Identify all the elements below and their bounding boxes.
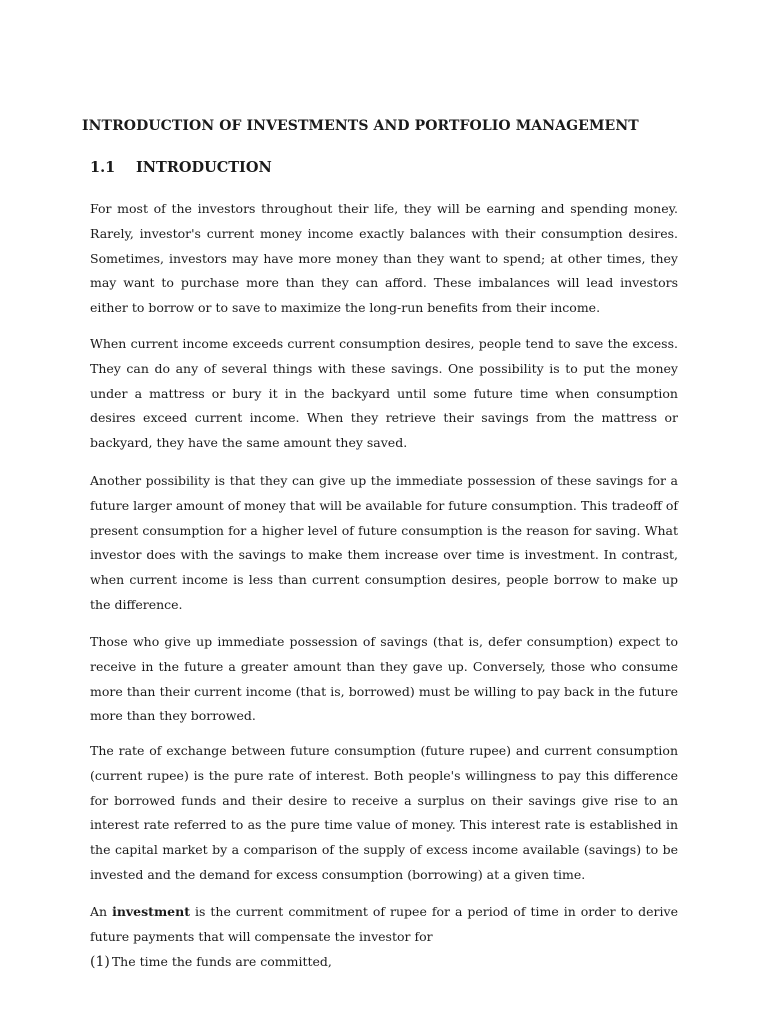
paragraph-1: For most of the investors throughout their life, they will be earning and spending money. Rarely, investor's current money income exactly balances with their consumption desires. Sometimes, investors may have more money than they want to spend; at other times, they may want to purchase more than they can afford. These imbalances will lead investors either to borrow or to save to maximize the long-run benefits from their income. (90, 201, 678, 316)
paragraph-2: When current income exceeds current consumption desires, people tend to save the excess. They can do any of several things with these savings. One possibility is to put the money under a mattress or bury it in the backyard until some future time when consumption desires exceed current income. When they retrieve their savings from the mattress or backyard, they have the same amount they saved. (90, 336, 678, 451)
list-item-text: The time the funds are committed, (111, 954, 332, 969)
section-title: INTRODUCTION (136, 159, 272, 176)
paragraph-3: Another possibility is that they can give up the immediate possession of these savings for a future larger amount of money that will be available for future consumption. This tradeoff of present consumption for a higher level of future consumption is the reason for saving. What investor does with the savings to make them increase over time is investment. In contrast, when current income is less than current consumption desires, people borrow to make up the difference. (90, 473, 678, 612)
document-title: INTRODUCTION OF INVESTMENTS AND PORTFOLIO MANAGEMENT (82, 118, 639, 134)
section-number: 1.1 (90, 159, 116, 176)
definition-lead: An (90, 904, 108, 919)
paragraph-4: Those who give up immediate possession of savings (that is, defer consumption) expect to receive in the future a greater amount than they gave up. Conversely, those who consume more than their current income (that is, borrowed) must be willing to pay back in the future more than they borrowed. (90, 634, 678, 724)
definition-text: is the current commitment of rupee for a period of time in order to derive future payments that will compensate the investor for (90, 904, 678, 944)
definition-term: investment (112, 904, 190, 919)
list-item (90, 950, 332, 975)
list-marker: (1) (90, 954, 110, 970)
definition-paragraph (90, 900, 678, 950)
paragraph-5: The rate of exchange between future consumption (future rupee) and current consumption (current rupee) is the pure rate of interest. Both people's willingness to pay this difference for borrowed funds and their desire to receive a surplus on their savings give rise to an interest rate referred to as the pure time value of money. This interest rate is established in the capital market by a comparison of the supply of excess income available (savings) to be invested and the demand for excess consumption (borrowing) at a given time. (90, 743, 678, 882)
section-heading (90, 159, 272, 176)
